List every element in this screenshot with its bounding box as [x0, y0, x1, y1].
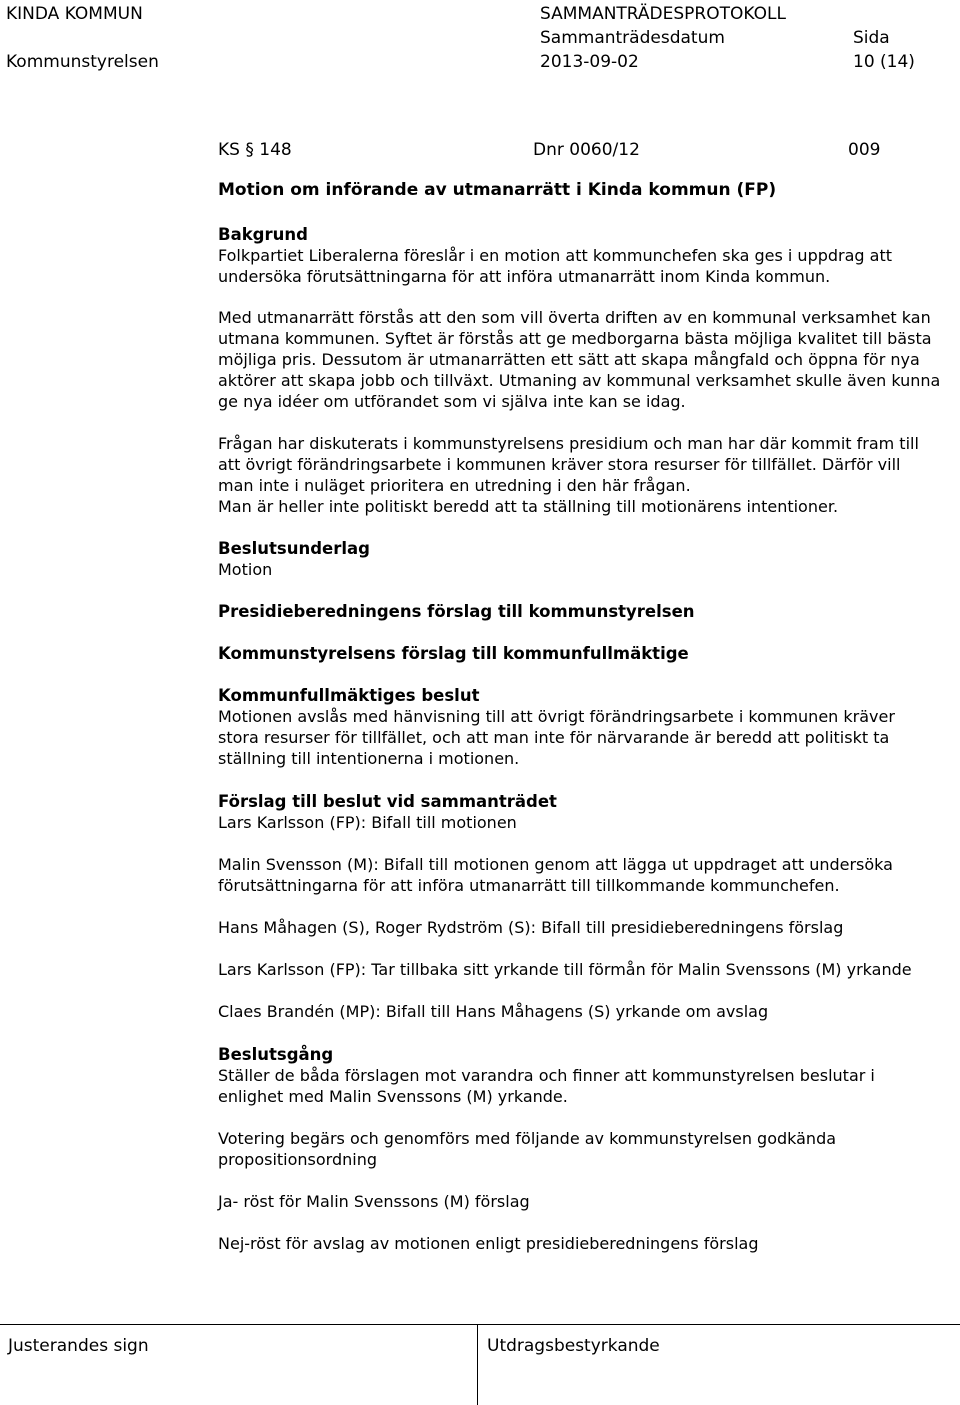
bakgrund-p2 [218, 307, 948, 412]
text-line: man inte i nuläget prioritera en utredning i den här frågan. [218, 476, 691, 495]
utdrag-label: Utdragsbestyrkande [487, 1336, 660, 1356]
text-line: Folkpartiet Liberalerna föreslår i en motion att kommunchefen ska ges i uppdrag att [218, 246, 893, 265]
text-line: utmana kommunen. Syftet är förstås att ge medborgarna bästa möjliga kvalitet till bästa [218, 329, 932, 348]
forslag-heading: Förslag till beslut vid sammanträdet [218, 792, 557, 811]
forslag-p2 [218, 854, 948, 896]
kf-beslut-text [218, 706, 948, 769]
body-name: Kommunstyrelsen [6, 52, 159, 72]
beslutsgang-p4: Nej-röst för avslag av motionen enligt presidieberedningens förslag [218, 1234, 759, 1253]
bakgrund-p1 [218, 245, 948, 287]
forslag-p5: Claes Brandén (MP): Bifall till Hans Måhagens (S) yrkande om avslag [218, 1002, 769, 1021]
page-number: 10 (14) [853, 52, 915, 72]
beslutsgang-p3: Ja- röst för Malin Svenssons (M) förslag [218, 1192, 530, 1211]
org-name: KINDA KOMMUN [6, 4, 143, 24]
beslutsgang-p2 [218, 1128, 948, 1170]
presidie-heading: Presidieberedningens förslag till kommunstyrelsen [218, 602, 695, 621]
text-line: möjliga pris. Dessutom är utmanarrätten ett sätt att skapa mångfald och öppna för nya [218, 350, 920, 369]
bakgrund-p3 [218, 433, 948, 517]
forslag-p1: Lars Karlsson (FP): Bifall till motionen [218, 813, 517, 832]
text-line: Votering begärs och genomförs med följande av kommunstyrelsen godkända [218, 1129, 837, 1148]
beslutsunderlag-text: Motion [218, 560, 273, 579]
text-line: aktörer att skapa jobb och tillväxt. Utmaning av kommunal verksamhet skulle även kunna [218, 371, 941, 390]
meeting-date: 2013-09-02 [540, 52, 639, 72]
text-line: Motionen avslås med hänvisning till att övrigt förändringsarbete i kommunen kräver [218, 707, 895, 726]
ks-forslag-heading: Kommunstyrelsens förslag till kommunfullmäktige [218, 644, 689, 663]
utdrag-cell [478, 1325, 959, 1405]
text-line: undersöka förutsättningarna för att införa utmanarrätt inom Kinda kommun. [218, 267, 831, 286]
text-line: propositionsordning [218, 1150, 378, 1169]
text-line: ställning till intentionerna i motionen. [218, 749, 520, 768]
beslutsgang-p1 [218, 1065, 948, 1107]
forslag-p3: Hans Måhagen (S), Roger Rydström (S): Bifall till presidieberedningens förslag [218, 918, 844, 937]
text-line: stora resurser för tillfället, och att man inte för närvarande är beredd att politiskt ta [218, 728, 890, 747]
text-line: Man är heller inte politiskt beredd att ta ställning till motionärens intentioner. [218, 497, 839, 516]
text-line: Malin Svensson (M): Bifall till motionen genom att lägga ut uppdraget att undersöka [218, 855, 893, 874]
text-line: förutsättningarna för att införa utmanarrätt till tillkommande kommunchefen. [218, 876, 840, 895]
date-label: Sammanträdesdatum [540, 28, 725, 48]
justerandes-label: Justerandes sign [8, 1336, 149, 1356]
forslag-p4: Lars Karlsson (FP): Tar tillbaka sitt yrkande till förmån för Malin Svenssons (M) yrkande [218, 960, 912, 979]
page-label: Sida [853, 28, 890, 48]
doc-type: SAMMANTRÄDESPROTOKOLL [540, 4, 786, 24]
text-line: enlighet med Malin Svenssons (M) yrkande. [218, 1087, 568, 1106]
item-code: 009 [848, 140, 881, 160]
text-line: Med utmanarrätt förstås att den som vill överta driften av en kommunal verksamhet kan [218, 308, 931, 327]
dnr: Dnr 0060/12 [533, 140, 640, 160]
text-line: att övrigt förändringsarbete i kommunen kräver stora resurser för tillfället. Därför vill [218, 455, 901, 474]
text-line: Ställer de båda förslagen mot varandra och finner att kommunstyrelsen beslutar i [218, 1066, 875, 1085]
kf-beslut-heading: Kommunfullmäktiges beslut [218, 686, 480, 705]
text-line: Frågan har diskuterats i kommunstyrelsens presidium och man har där kommit fram till [218, 434, 919, 453]
beslutsgang-heading: Beslutsgång [218, 1045, 334, 1064]
item-title: Motion om införande av utmanarrätt i Kinda kommun (FP) [218, 180, 777, 200]
text-line: ge nya idéer om utförandet som vi själva inte kan se idag. [218, 392, 686, 411]
beslutsunderlag-heading: Beslutsunderlag [218, 539, 370, 558]
signature-table [0, 1324, 960, 1405]
justerandes-cell [0, 1325, 478, 1405]
bakgrund-heading: Bakgrund [218, 225, 308, 244]
paragraph-number: KS § 148 [218, 140, 292, 160]
